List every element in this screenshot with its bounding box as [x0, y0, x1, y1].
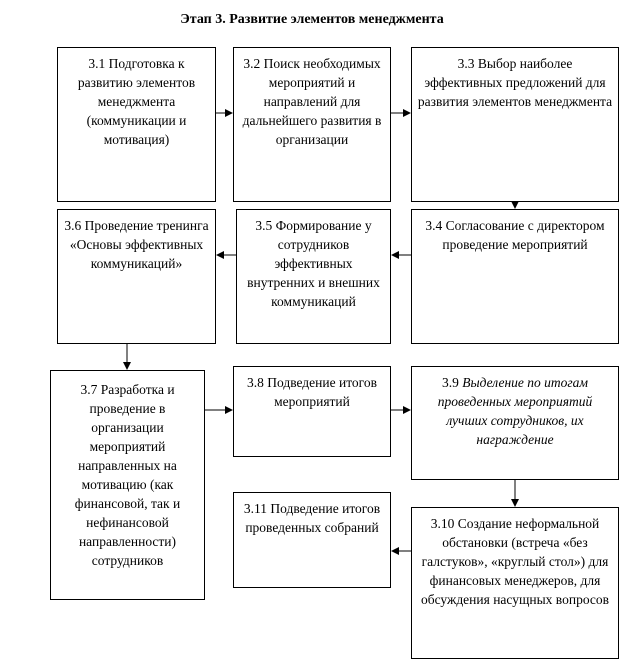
step-3-3: 3.3 Выбор наиболее эффективных предложений для развития элементов менеджмента — [411, 47, 619, 202]
step-3-6: 3.6 Проведение тренинга «Основы эффективных коммуникаций» — [57, 209, 216, 344]
step-3-7: 3.7 Разработка и проведение в организации мероприятий направленных на мотивацию (как финансовой, так и нефинансовой направленности) сотрудников — [50, 370, 205, 600]
step-3-5: 3.5 Формирование у сотрудников эффективных внутренних и внешних коммуникаций — [236, 209, 391, 344]
step-3-11: 3.11 Подведение итогов проведенных собраний — [233, 492, 391, 588]
step-3-9-number: 3.9 — [441, 375, 459, 390]
step-3-2: 3.2 Поиск необходимых мероприятий и направлений для дальнейшего развития в организации — [233, 47, 391, 202]
diagram-title: Этап 3. Развитие элементов менеджмента — [180, 12, 444, 27]
step-3-1: 3.1 Подготовка к развитию элементов менеджмента (коммуникации и мотивация) — [57, 47, 216, 202]
step-3-10: 3.10 Создание неформальной обстановки (встреча «без галстуков», «круглый стол») для финансовых менеджеров, для обсуждения насущных вопросов — [411, 507, 619, 659]
step-3-4: 3.4 Согласование с директором проведение мероприятий — [411, 209, 619, 344]
step-3-9-text: Выделение по итогам проведенных мероприятий лучших сотрудников, их награждение — [437, 375, 593, 447]
step-3-8: 3.8 Подведение итогов мероприятий — [233, 366, 391, 457]
